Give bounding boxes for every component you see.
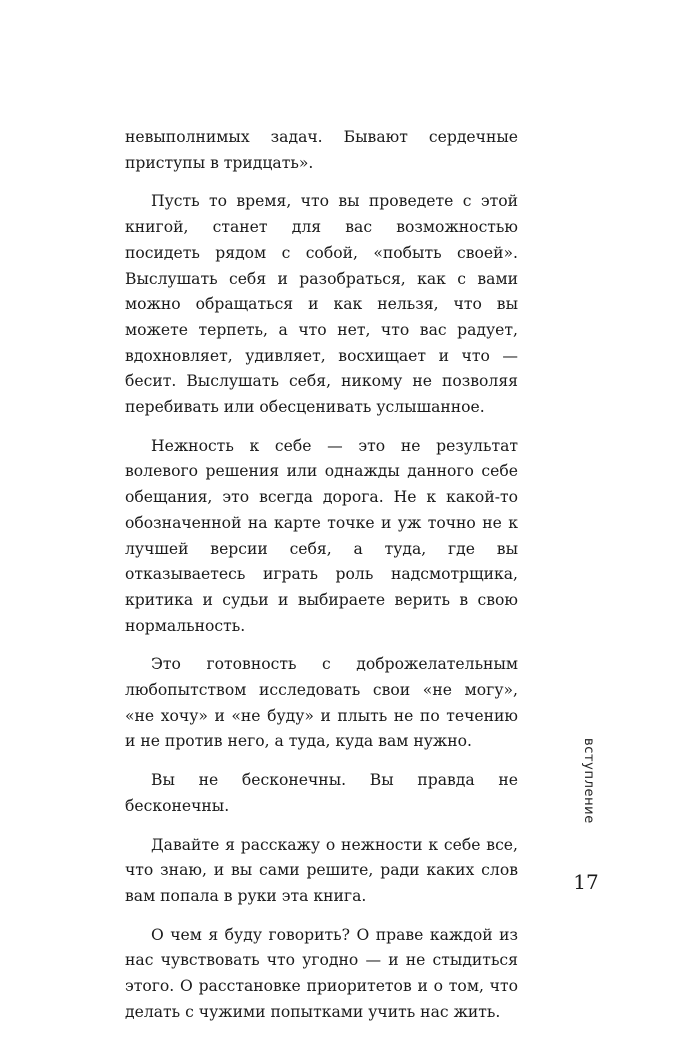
page-number: 17 <box>573 870 599 894</box>
paragraph: О чем я буду говорить? О праве каждой из нас чувствовать что угодно — и не стыдиться этого. О расстановке приоритетов и о том, что делать с чужими попытками учить нас жить. <box>125 925 518 1021</box>
paragraph: Вы не бесконечны. Вы правда не бесконечны. <box>125 771 518 815</box>
page-body <box>125 125 518 1039</box>
section-running-head: вступление <box>581 738 596 824</box>
paragraph: Это готовность с доброжелательным любопытством исследовать свои «не могу», «не хочу» и «не буду» и плыть не по течению и не против него, а туда, куда вам нужно. <box>125 655 518 751</box>
paragraph: Нежность к себе — это не результат волевого решения или однажды данного себе обещания, это всегда дорога. Не к какой-то обозначенной на карте точке и уж точно не к лучшей версии себя, а туда, где вы отказываетесь играть роль надсмотрщика, критика и судьи и выбираете верить в свою нормальность. <box>125 436 518 635</box>
paragraph: Пусть то время, что вы проведете с этой книгой, станет для вас возможностью посидеть рядом с собой, «побыть своей». Выслушать себя и разобраться, как с вами можно обращаться и как нельзя, что вы можете терпеть, а что нет, что вас радует, вдохновляет, удивляет, восхищает и что — бесит. Выслушать себя, никому не позволяя перебивать или обесценивать услышанное. <box>125 192 518 417</box>
paragraph: невыполнимых задач. Бывают сердечные приступы в тридцать». <box>125 128 518 172</box>
paragraph: Давайте я расскажу о нежности к себе все, что знаю, и вы сами решите, ради каких слов вам попала в руки эта книга. <box>125 835 518 905</box>
